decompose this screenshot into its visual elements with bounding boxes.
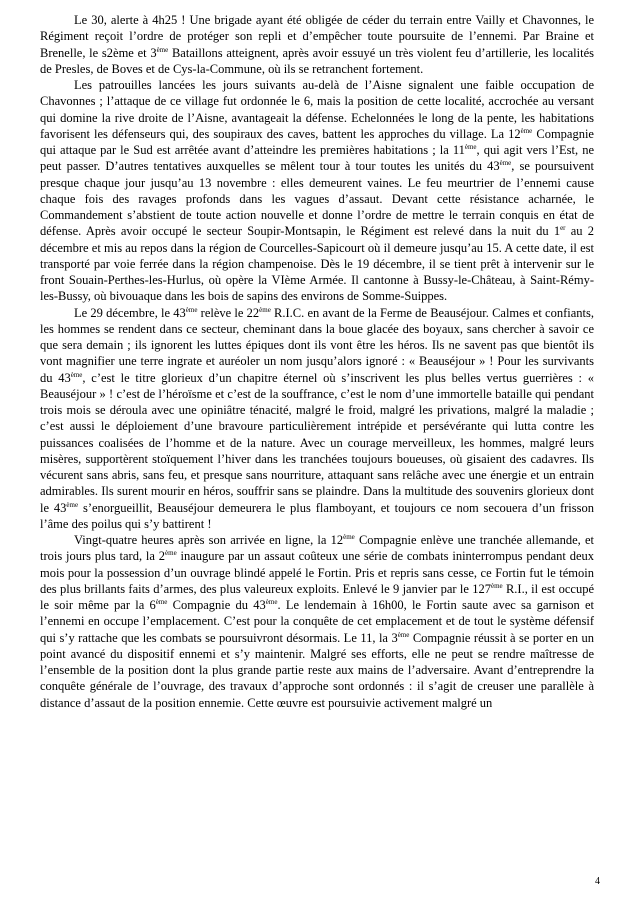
text-run: s’enorgueillit, Beauséjour demeurera le plus flamboyant, et toujours ce nom secouera d’un frisson l’âme des poilus qui s’y battirent !: [40, 500, 594, 531]
text-run: inaugure par un assaut coûteux une série de combats ininterrompus pendant deux mois pour la possession d’un ouvrage blindé appelé le Fortin. Pris et repris sans cesse, ce Fortin fut le témoin des plus brillants faits d’armes, des plus valeureux exploits. Enlevé le 9 janvier par le 127: [40, 549, 595, 596]
superscript: ème: [520, 126, 533, 135]
superscript: ème: [259, 305, 271, 314]
superscript: ème: [265, 598, 278, 606]
superscript: ème: [165, 549, 177, 558]
paragraph: [40, 532, 594, 711]
paragraph: [40, 12, 594, 77]
superscript: ème: [185, 305, 198, 314]
paragraph: [40, 77, 594, 305]
superscript: ème: [499, 159, 512, 168]
text-run: R.I., il est occupé le soir même par la 6: [40, 581, 594, 612]
text-run: , qui agit vers l’Est, ne peut passer. D’autres tentatives auxquelles se mêlent tour à tour toutes les unités du 43: [40, 143, 594, 174]
superscript: ème: [70, 370, 83, 379]
text-run: R.I.C. en avant de la Ferme de Beauséjour. Calmes et confiants, les hommes se rendent dans ce secteur, cheminant dans la boue glacée des boyaux, sans chercher à savoir ce que sera demain ; ils ignorent les luttes épiques dont ils vont être les héros. Ils ne savent pas que bientôt ils vont magnifier une terre ingrate et auréoler un nom jusqu’alors ignoré : « Beauséjour » ! Pour les survivants du 43: [40, 305, 594, 385]
superscript: ème: [397, 630, 410, 639]
page-number: 4: [595, 876, 600, 887]
body-text: [40, 12, 594, 711]
text-run: Compagnie du 43: [167, 598, 266, 612]
text-run: relève le 22: [197, 305, 260, 320]
text-run: Compagnie enlève une tranchée allemande, et trois jours plus tard, la 2: [40, 533, 595, 564]
text-run: Vingt-quatre heures après son arrivée en ligne, la 12: [74, 533, 344, 547]
superscript: ème: [343, 533, 355, 541]
text-run: Le 29 décembre, le 43: [74, 305, 186, 320]
text-run: , c’est le titre glorieux d’un chapitre éternel où s’inscrivent les plus belles vertus guerrières : « Beauséjour » ! c’est de l’héroïsme et c’est de la souffrance, c’est le nom d’une immortelle bataille qui pendant trois mois se déroula avec une opiniâtre ténacité, malgré le froid, malgré les privations, malgré la maladie ; c’est aussi le déploiement d’une bravoure particulièrement intrépide et persévérante qui lutta contre les puissances coalisées de l’homme et de la nature. Avec un courage merveilleux, les hommes, malgré leurs misères, supportèrent stoïquement l’hiver dans les tranchées toujours boueuses, où gisaient des cadavres. Ils vécurent sans abris, sans feu, et presque sans nourriture, attaquant sans relâche avec une énergie et un entrain admirables. Ils surent mourir en héros, souffrir sans se plaindre. Dans la multitude des souvenirs glorieux dont le 43: [40, 370, 594, 515]
superscript: er: [560, 224, 566, 233]
superscript: ème: [490, 581, 503, 590]
superscript: ème: [66, 500, 79, 509]
superscript: ème: [464, 143, 477, 151]
text-run: . Le lendemain à 16h00, le Fortin saute avec sa garnison et l’ennemi en occupe l’emplacement. C’est pour la conquête de cet emplacement et de tout le système défensif qui s’y rattache que les combats se poursuivront désormais. Le 11, la 3: [40, 598, 595, 645]
superscript: ème: [155, 598, 168, 606]
text-run: Bataillons atteignent, après avoir essuyé un très violent feu d’artillerie, les localités de Presles, de Boves et de Cys-la-Commune, où ils se retranchent fortement.: [40, 45, 594, 76]
text-run: , se poursuivent presque chaque jour jusqu’au 13 novembre : elles demeurent vaines. Le feu meurtrier de l’ennemi cause chaque fois des ravages profonds dans les vagues d’assaut. Devant cette résistance acharnée, le Commandement s’abstient de toute action nouvelle et donne l’ordre de mettre le terrain conquis en état de défense. Après avoir occupé le secteur Soupir-Montsapin, le Régiment est relevé dans la nuit du 1: [40, 159, 595, 239]
text-run: Le 30, alerte à 4h25 ! Une brigade ayant été obligée de céder du terrain entre Vailly et Chavonnes, le Régiment reçoit l’ordre de protéger son repli et d’empêcher toute poursuite de l’ennemi. Par Braine et Brenelle, le s2ème et 3: [40, 13, 594, 60]
text-run: Les patrouilles lancées les jours suivants au-delà de l’Aisne signalent une faible occupation de Chavonnes ; l’attaque de ce village fut ordonnée le 6, mais la position de cette localité, accrochée au versant qui domine la rive droite de l’Aisne, avantageait la défense. Echelonnées le long de la pente, les habitations favorisent les défenseurs qui, des soupiraux des caves, battent les approches du village. La 12: [40, 78, 594, 141]
text-run: Compagnie qui attaque par le Sud est arrêtée avant d’atteindre les premières habitations ; la 11: [40, 126, 594, 157]
text-run: Compagnie réussit à se porter en un point avancé du dispositif ennemi et s’y maintenir. Malgré ses efforts, elle ne peut se rendre maîtresse de l’ensemble de la position dont la plus grande partie reste aux mains de l’adversaire. Avant d’entreprendre la conquête générale de l’ouvrage, des travaux d’approche sont ordonnés : il s’agit de creuser une parallèle à distance d’assaut de la position ennemie. Cette œuvre est poursuivie activement malgré un: [40, 630, 594, 710]
paragraph: [40, 305, 594, 533]
text-run: au 2 décembre et mis au repos dans la région de Courcelles-Sapicourt où il demeure jusqu’au 15. A cette date, il est transporté par voie ferrée dans la région champenoise. Dès le 19 décembre, il se tient prêt à intervenir sur le front Souain-Perthes-les-Hurlus, où opère la VIème Armée. Il cantonne à Bussy-le-Château, à Saint-Rémy-les-Bussy, où bivouaque dans les bois de sapins des environs de Somme-Suippes.: [40, 224, 594, 304]
superscript: ème: [156, 45, 169, 54]
